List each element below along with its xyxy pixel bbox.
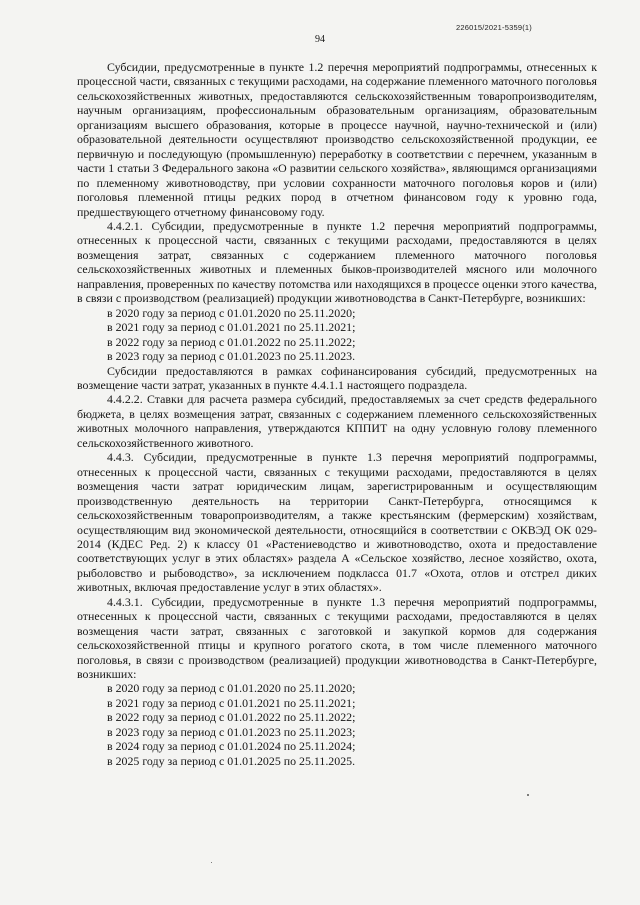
period-line: в 2021 году за период с 01.01.2021 по 25.11.2021;: [107, 320, 356, 335]
period-line: в 2021 году за период с 01.01.2021 по 25.11.2021;: [107, 695, 356, 710]
period-line: в 2023 году за период с 01.01.2023 по 25.11.2023;: [107, 724, 356, 739]
document-body: [77, 60, 597, 768]
paragraph-4-4-3-1: 4.4.3.1. Субсидии, предусмотренные в пункте 1.3 перечня мероприятий подпрограммы, отнесенных к процессной части, связанных с текущими расходами, предоставляются в целях возмещения части затрат, связанных с заготовкой и закупкой кормов для содержания сельскохозяйственной птицы и крупного рогатого скота, в том числе племенного маточного поголовья, в связи с производством (реализацией) продукции животноводства в Санкт-Петербурге, возникших:: [77, 594, 597, 682]
paragraph-4-4-2-1: 4.4.2.1. Субсидии, предусмотренные в пункте 1.2 перечня мероприятий подпрограммы, отнесенных к процессной части, связанных с текущими расходами, предоставляются в целях возмещения затрат, связанных с содержанием племенного маточного поголовья сельскохозяйственных животных и племенных быков-производителей мясного или молочного направления, проверенных по качеству потомства или находящихся в процессе оценки этого качества, в связи с производством (реализацией) продукции животноводства в Санкт-Петербурге, возникших:: [77, 218, 597, 306]
period-line: в 2023 году за период с 01.01.2023 по 25.11.2023.: [107, 349, 356, 364]
paragraph-4-4-2-2: 4.4.2.2. Ставки для расчета размера субсидий, предоставляемых за счет средств федерального бюджета, в целях возмещения затрат, связанных с содержанием племенного сельскохозяйственных животных молочного направления, утверждаются КППИТ на одну условную голову племенного сельскохозяйственного животного.: [77, 392, 597, 450]
period-line: в 2020 году за период с 01.01.2020 по 25.11.2020;: [107, 305, 356, 320]
period-line: в 2025 году за период с 01.01.2025 по 25.11.2025.: [107, 753, 356, 768]
period-line: в 2024 году за период с 01.01.2024 по 25.11.2024;: [107, 739, 356, 754]
paragraph-4-4-3: 4.4.3. Субсидии, предусмотренные в пункте 1.3 перечня мероприятий подпрограммы, отнесенных к процессной части, связанных с текущими расходами, предоставляются в целях возмещения части затрат юридическим лицам, зарегистрированным и осуществляющим производственную деятельность на территории Санкт-Петербурга, относящимся к сельскохозяйственным товаропроизводителям, а также крестьянским (фермерским) хозяйствам, осуществляющим вид экономической деятельности, относящийся в соответствии с ОКВЭД ОК 029-2014 (КДЕС Ред. 2) к классу 01 «Растениеводство и животноводство, охота и предоставление соответствующих услуг в этих областях» раздела А «Сельское хозяйство, лесное хозяйство, охота, рыболовство и рыбоводство», за исключением подкласса 01.7 «Охота, отлов и отстрел диких животных, включая предоставление услуг в этих областях».: [77, 450, 597, 595]
period-line: в 2020 году за период с 01.01.2020 по 25.11.2020;: [107, 681, 356, 696]
paragraph-subsidies-1-2: Субсидии, предусмотренные в пункте 1.2 перечня мероприятий подпрограммы, отнесенных к процессной части, связанных с текущими расходами, на содержание племенного маточного поголовья сельскохозяйственных животных, предоставляются сельскохозяйственным товаропроизводителям, научным организациям, профессиональным образовательным организациям, образовательным организациям высшего образования, которые в процессе научной, научно-технической и (или) образовательной деятельности осуществляют производство сельскохозяйственной продукции, ее первичную и последующую (промышленную) переработку в соответствии с перечнем, указанным в части 1 статьи 3 Федерального закона «О развитии сельского хозяйства», являющимся организациями по племенному животноводству, при условии сохранности маточного поголовья коров и (или) поголовья племенной птицы редких пород в отчетном финансовом году к уровню года, предшествующего отчетному финансовому году.: [77, 60, 597, 219]
scan-speck: [211, 862, 212, 863]
scan-speck: [527, 794, 529, 796]
period-line: в 2022 году за период с 01.01.2022 по 25.11.2022;: [107, 710, 356, 725]
paragraph-cofinancing: Субсидии предоставляются в рамках софинансирования субсидий, предусмотренных на возмещение части затрат, указанных в пункте 4.4.1.1 настоящего подраздела.: [77, 363, 597, 392]
period-line: в 2022 году за период с 01.01.2022 по 25.11.2022;: [107, 334, 356, 349]
page-number: 94: [315, 34, 325, 45]
document-id: 226015/2021-5359(1): [456, 23, 532, 32]
